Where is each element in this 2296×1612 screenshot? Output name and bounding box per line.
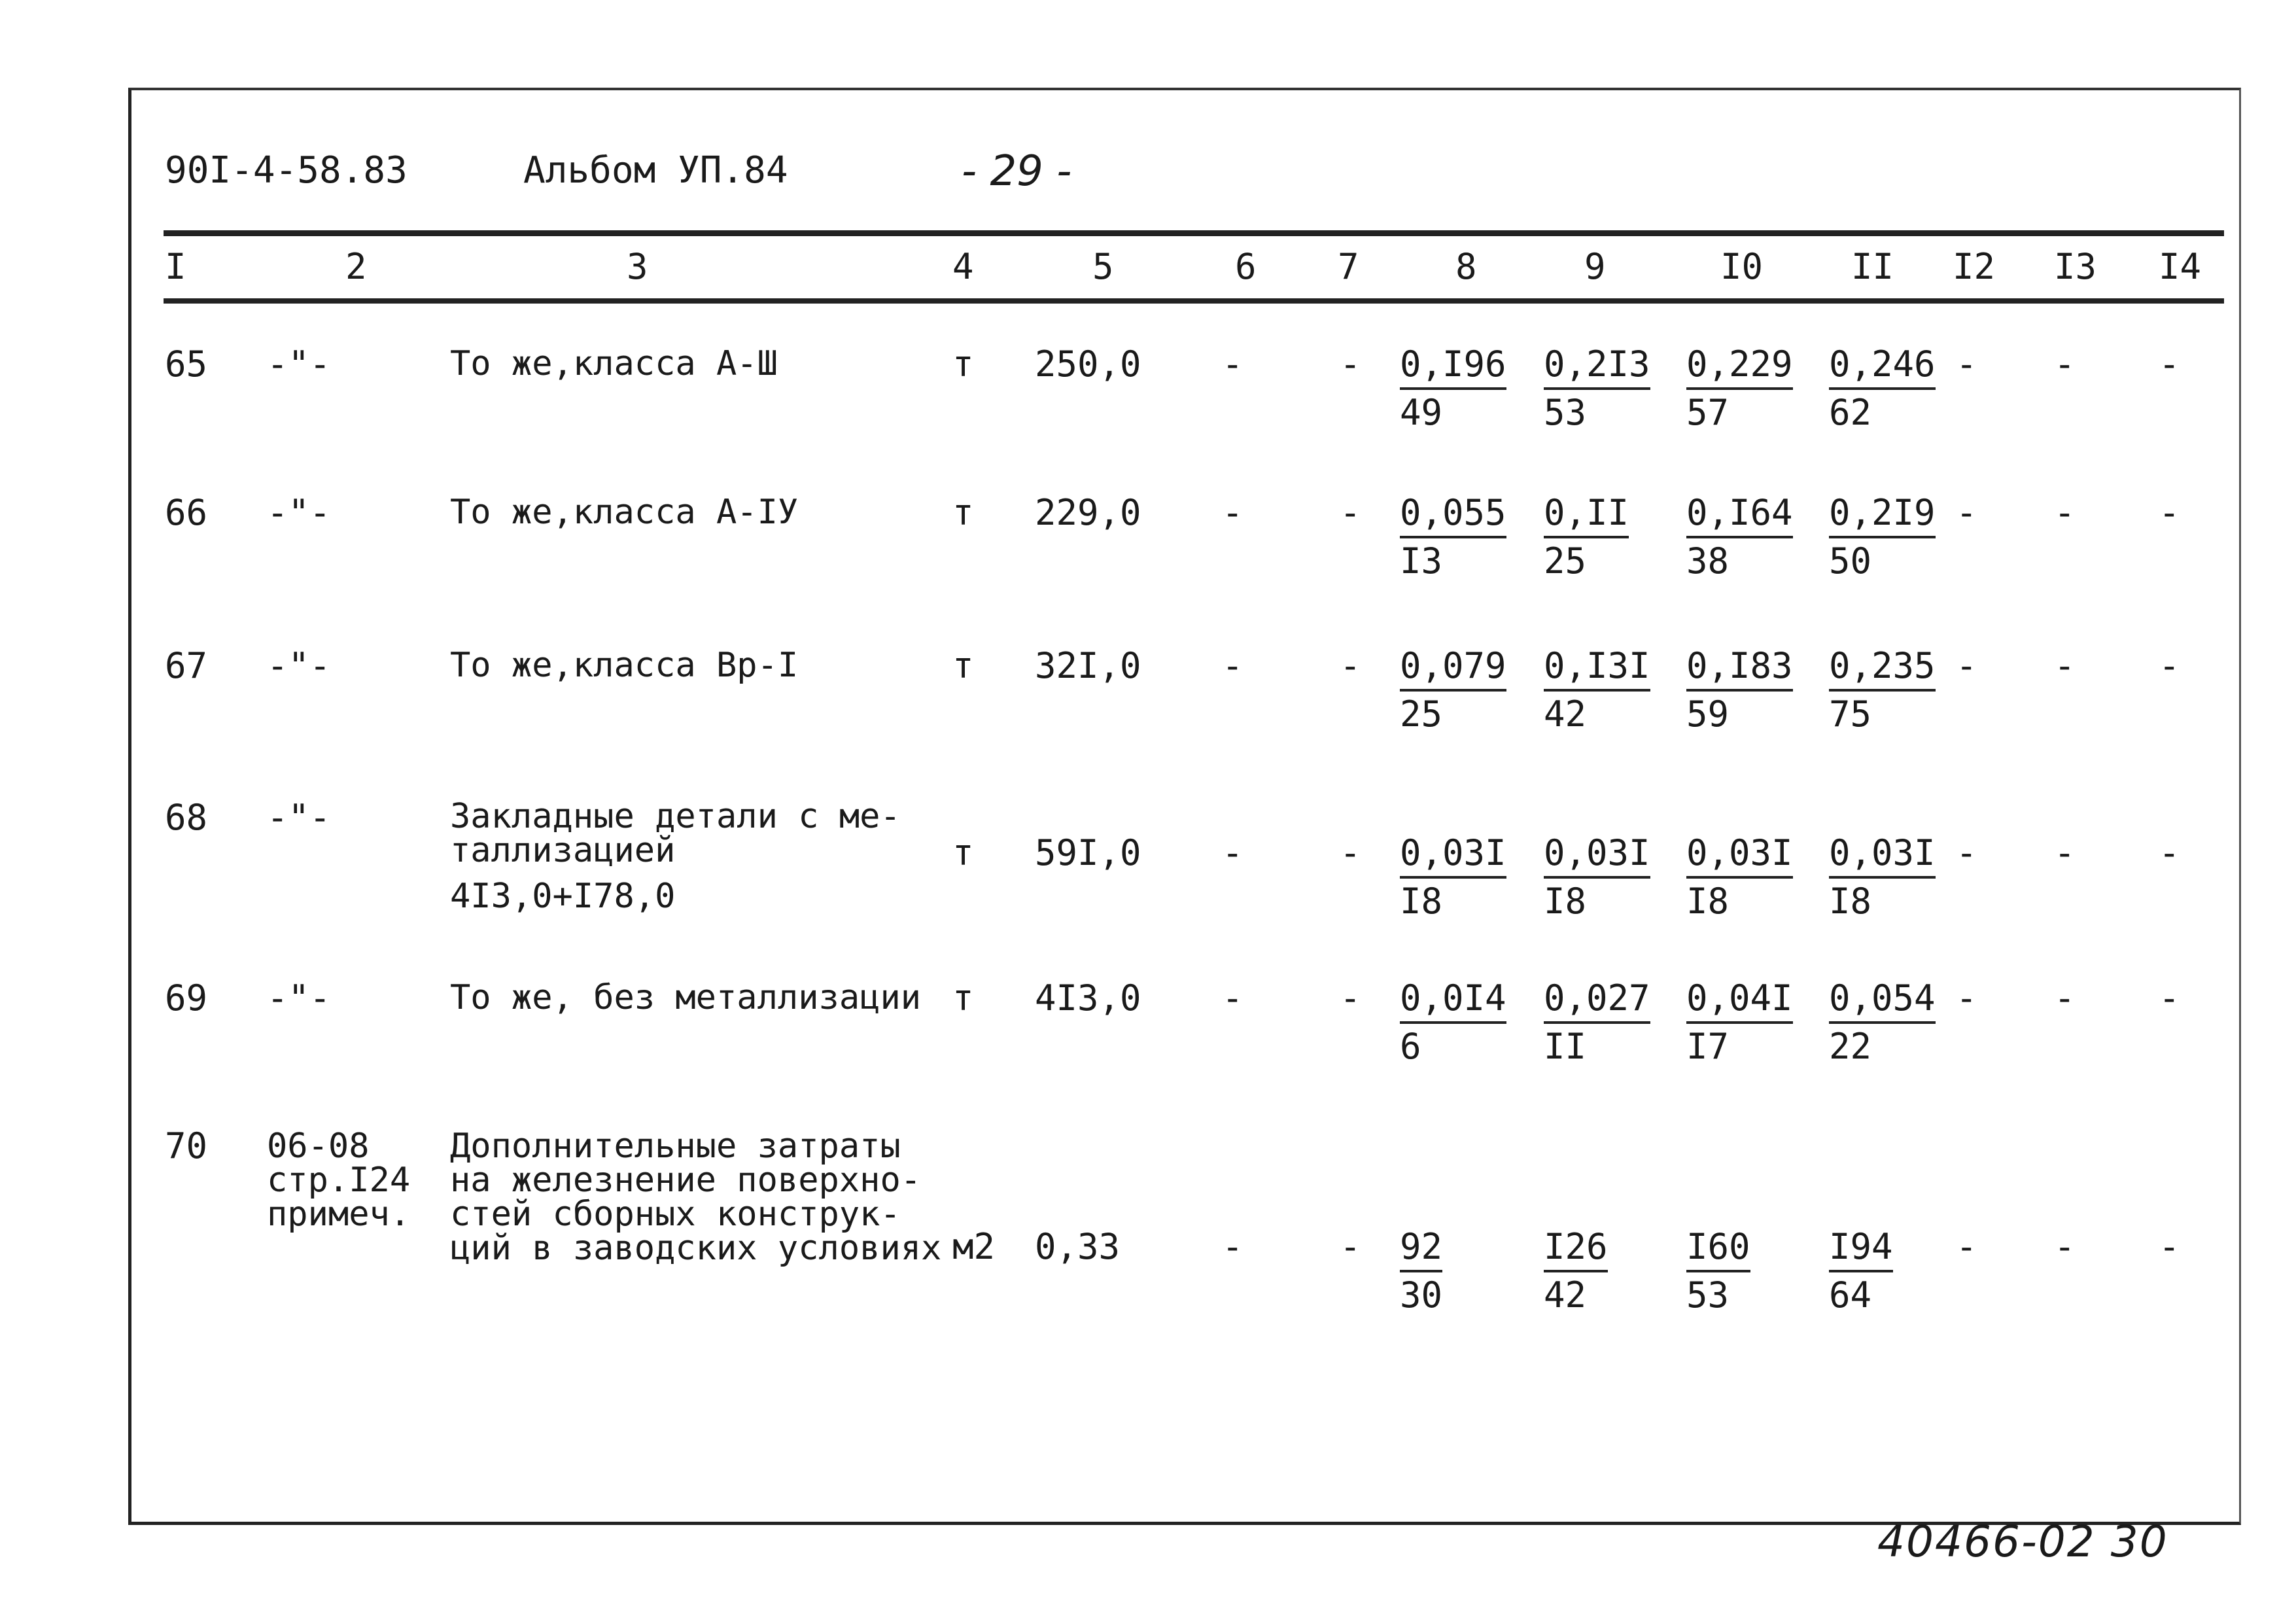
row-reference: 06-08 стр.I24 примеч. bbox=[267, 1127, 411, 1234]
column-header-13: I3 bbox=[2054, 246, 2097, 287]
row-col10-value: $\frac{0,I83}{59}$ bbox=[1686, 643, 1793, 737]
row-col8-value: $\frac{0,079}{25}$ bbox=[1400, 643, 1506, 737]
row-number: 68 bbox=[165, 797, 208, 838]
album-title: Альбом УП.84 bbox=[523, 149, 788, 192]
row-col14: - bbox=[2159, 343, 2180, 385]
column-header-9: 9 bbox=[1584, 246, 1606, 287]
page-number: - 29 - bbox=[962, 147, 1072, 196]
row-col6: - bbox=[1222, 1226, 1244, 1267]
row-number: 65 bbox=[165, 343, 208, 385]
column-header-5: 5 bbox=[1092, 246, 1114, 287]
row-col6: - bbox=[1222, 343, 1244, 385]
row-description: То же,класса А-Ш bbox=[450, 344, 778, 383]
row-col12: - bbox=[1956, 645, 1977, 686]
archive-stamp: 40466-02 30 bbox=[1877, 1516, 2168, 1567]
row-col6: - bbox=[1222, 832, 1244, 873]
row-col11-value: $\frac{0,03I}{I8}$ bbox=[1829, 830, 1936, 924]
row-col9-value: $\frac{0,027}{II}$ bbox=[1544, 975, 1650, 1070]
row-col11-value: $\frac{0,235}{75}$ bbox=[1829, 643, 1936, 737]
row-col9-value: $\frac{0,03I}{I8}$ bbox=[1544, 830, 1650, 924]
row-col8-value: $\frac{0,I96}{49}$ bbox=[1400, 342, 1506, 436]
row-col6: - bbox=[1222, 977, 1244, 1019]
row-col8-value: $\frac{0,0I4}{6}$ bbox=[1400, 975, 1506, 1070]
row-col7: - bbox=[1340, 977, 1361, 1019]
row-unit: т bbox=[952, 492, 974, 533]
row-col12: - bbox=[1956, 343, 1977, 385]
row-reference: -"- bbox=[267, 343, 331, 385]
row-unit: м2 bbox=[952, 1226, 996, 1267]
row-col13: - bbox=[2054, 832, 2076, 873]
row-col10-value: $\frac{0,04I}{I7}$ bbox=[1686, 975, 1793, 1070]
row-number: 69 bbox=[165, 977, 208, 1019]
row-col8-value: $\frac{0,055}{I3}$ bbox=[1400, 490, 1506, 584]
row-description: То же,класса Вр-I bbox=[450, 646, 799, 685]
row-col7: - bbox=[1340, 343, 1361, 385]
row-unit: т bbox=[952, 343, 974, 385]
row-col14: - bbox=[2159, 832, 2180, 873]
row-col8-value: $\frac{0,03I}{I8}$ bbox=[1400, 830, 1506, 924]
row-description: Дополнительные затраты на железнение поверхно- стей сборных конструк- ций в заводских условиях bbox=[450, 1127, 942, 1268]
row-col12: - bbox=[1956, 1226, 1977, 1267]
column-header-6: 6 bbox=[1235, 246, 1257, 287]
column-header-4: 4 bbox=[952, 246, 974, 287]
row-col14: - bbox=[2159, 492, 2180, 533]
row-col7: - bbox=[1340, 832, 1361, 873]
row-price: 229,0 bbox=[1035, 492, 1141, 533]
row-col14: - bbox=[2159, 1226, 2180, 1267]
row-col13: - bbox=[2054, 1226, 2076, 1267]
row-col11-value: $\frac{0,2I9}{50}$ bbox=[1829, 490, 1936, 584]
column-header-1: I bbox=[165, 246, 186, 287]
row-col7: - bbox=[1340, 492, 1361, 533]
row-price: 32I,0 bbox=[1035, 645, 1141, 686]
column-header-2: 2 bbox=[345, 246, 367, 287]
row-unit: т bbox=[952, 832, 974, 873]
row-col13: - bbox=[2054, 645, 2076, 686]
row-col11-value: $\frac{I94}{64}$ bbox=[1829, 1224, 1893, 1318]
column-header-10: I0 bbox=[1720, 246, 1764, 287]
row-col6: - bbox=[1222, 645, 1244, 686]
row-description: То же, без металлизации bbox=[450, 978, 922, 1017]
row-col6: - bbox=[1222, 492, 1244, 533]
header-bottom-rule bbox=[164, 298, 2224, 304]
row-col9-value: $\frac{0,II}{25}$ bbox=[1544, 490, 1629, 584]
row-number: 70 bbox=[165, 1125, 208, 1166]
row-col13: - bbox=[2054, 977, 2076, 1019]
row-col8-value: $\frac{92}{30}$ bbox=[1400, 1224, 1442, 1318]
row-price: 59I,0 bbox=[1035, 832, 1141, 873]
row-description: То же,класса А-IУ bbox=[450, 493, 799, 532]
row-col12: - bbox=[1956, 492, 1977, 533]
row-reference: -"- bbox=[267, 797, 331, 838]
row-col9-value: $\frac{0,I3I}{42}$ bbox=[1544, 643, 1650, 737]
row-description: Закладные детали с ме- таллизацией 4I3,0+I78,0 bbox=[450, 797, 901, 916]
document-code: 90I-4-58.83 bbox=[165, 149, 408, 192]
row-reference: -"- bbox=[267, 645, 331, 686]
row-unit: т bbox=[952, 645, 974, 686]
row-col11-value: $\frac{0,054}{22}$ bbox=[1829, 975, 1936, 1070]
row-col10-value: $\frac{0,229}{57}$ bbox=[1686, 342, 1793, 436]
row-col10-value: $\frac{0,03I}{I8}$ bbox=[1686, 830, 1793, 924]
row-reference: -"- bbox=[267, 492, 331, 533]
row-price: 0,33 bbox=[1035, 1226, 1121, 1267]
row-col13: - bbox=[2054, 343, 2076, 385]
row-price: 4I3,0 bbox=[1035, 977, 1141, 1019]
row-col13: - bbox=[2054, 492, 2076, 533]
row-col7: - bbox=[1340, 645, 1361, 686]
row-col12: - bbox=[1956, 832, 1977, 873]
row-col9-value: $\frac{0,2I3}{53}$ bbox=[1544, 342, 1650, 436]
row-unit: т bbox=[952, 977, 974, 1019]
column-header-12: I2 bbox=[1953, 246, 1996, 287]
header-top-rule bbox=[164, 230, 2224, 236]
row-col11-value: $\frac{0,246}{62}$ bbox=[1829, 342, 1936, 436]
row-number: 67 bbox=[165, 645, 208, 686]
column-header-8: 8 bbox=[1455, 246, 1477, 287]
row-number: 66 bbox=[165, 492, 208, 533]
row-col10-value: $\frac{I60}{53}$ bbox=[1686, 1224, 1750, 1318]
row-reference: -"- bbox=[267, 977, 331, 1019]
row-col14: - bbox=[2159, 645, 2180, 686]
row-price: 250,0 bbox=[1035, 343, 1141, 385]
column-header-14: I4 bbox=[2159, 246, 2202, 287]
row-col14: - bbox=[2159, 977, 2180, 1019]
row-col12: - bbox=[1956, 977, 1977, 1019]
row-col9-value: $\frac{I26}{42}$ bbox=[1544, 1224, 1608, 1318]
column-header-7: 7 bbox=[1338, 246, 1359, 287]
column-header-11: II bbox=[1851, 246, 1894, 287]
column-header-3: 3 bbox=[627, 246, 648, 287]
row-col7: - bbox=[1340, 1226, 1361, 1267]
row-col10-value: $\frac{0,I64}{38}$ bbox=[1686, 490, 1793, 584]
